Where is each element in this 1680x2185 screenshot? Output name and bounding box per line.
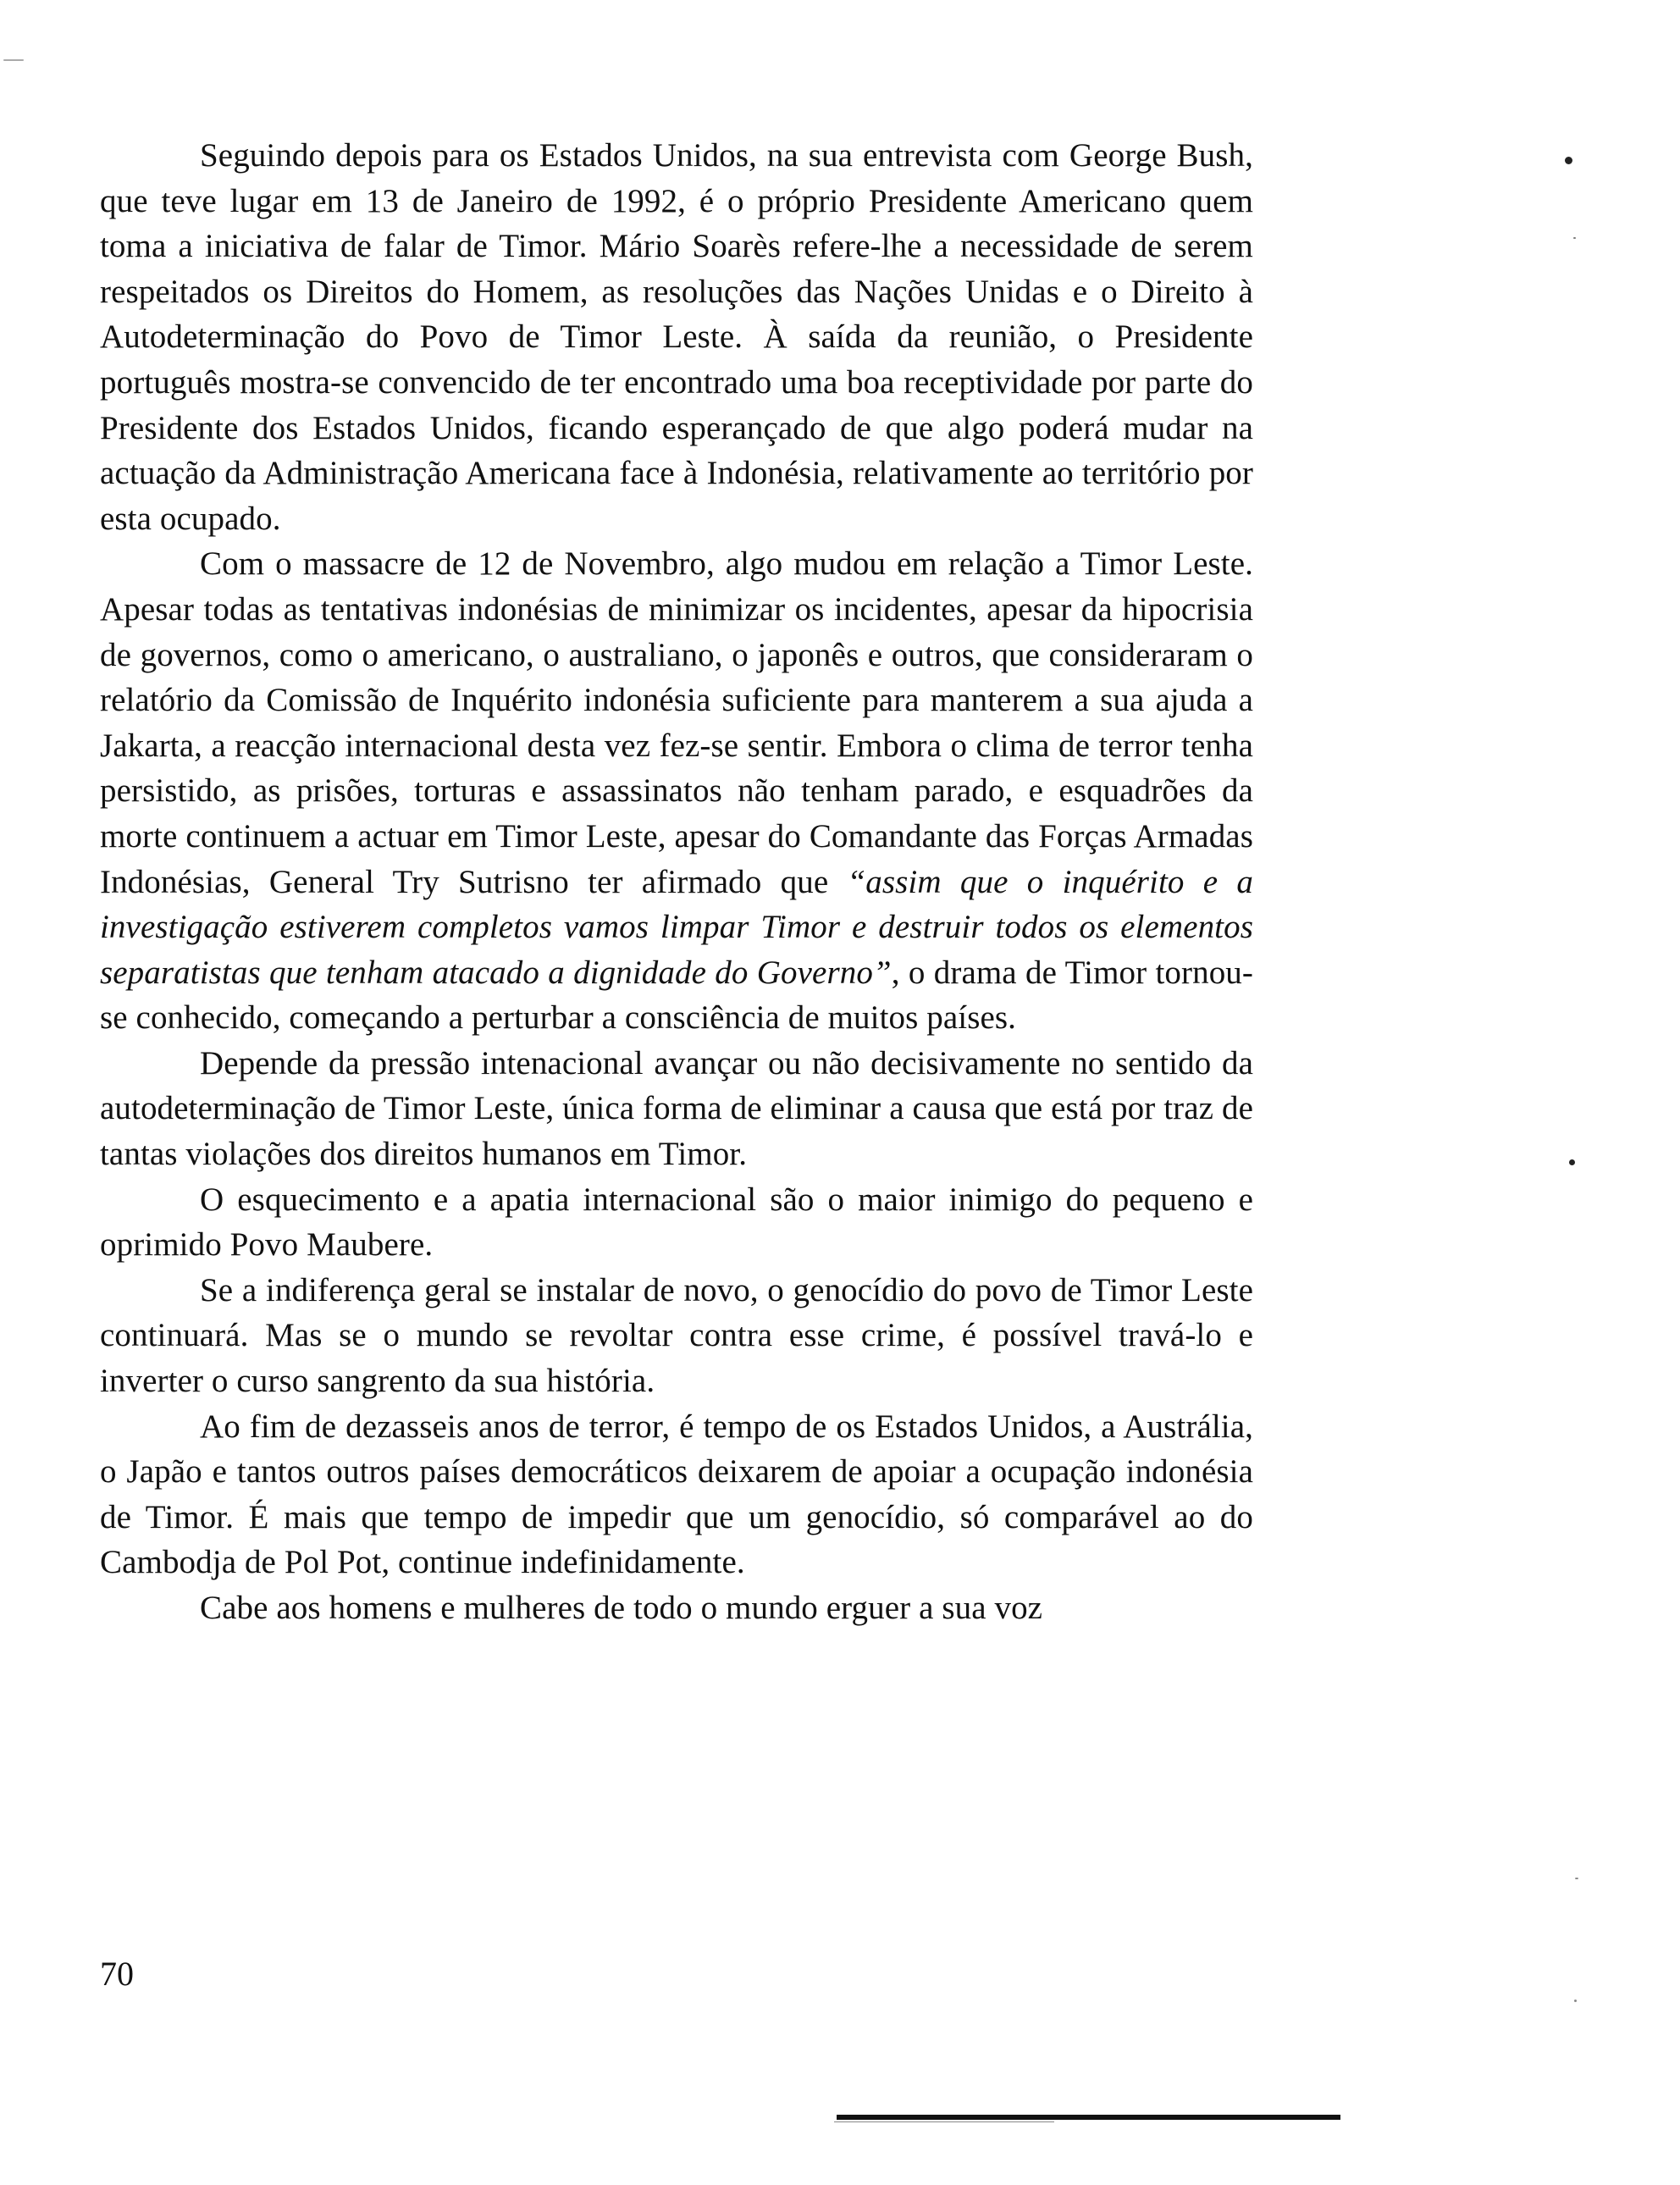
paragraph-7 bbox=[100, 1585, 1253, 1631]
paragraph-6 bbox=[100, 1404, 1253, 1585]
scan-speck-1 bbox=[1565, 157, 1572, 164]
scan-speck-4 bbox=[1575, 1878, 1578, 1879]
bottom-rule bbox=[837, 2115, 1340, 2120]
scan-speck-2 bbox=[1569, 1159, 1575, 1165]
paragraph-6-text: Ao fim de dezasseis anos de terror, é tempo de os Estados Unidos, a Austrália, o Japão e tantos outros países democráticos deixarem de apoiar a ocupação indonésia de Timor. É mais que tempo de impedir que um genocídio, só comparável ao do Cambodja de Pol Pot, continue indefinidamente. bbox=[100, 1408, 1253, 1581]
paragraph-2-text-end: , o drama de Timor tornou-se conhecido, começando a perturbar a consciência de muitos países. bbox=[100, 954, 1253, 1037]
paragraph-5 bbox=[100, 1268, 1253, 1404]
scan-speck-3 bbox=[1573, 237, 1576, 239]
scan-speck-6 bbox=[3, 59, 24, 61]
paragraph-1-text: Seguindo depois para os Estados Unidos, na sua entrevista com George Bush, que teve lugar em 13 de Janeiro de 1992, é o próprio Presidente Americano quem toma a iniciativa de falar de Timor. Mário Soarès refere-lhe a necessidade de serem respeitados os Direitos do Homem, as resoluções das Nações Unidas e o Direito à Autodeterminação do Povo de Timor Leste. À saída da reunião, o Presidente português mostra-se convencido de ter encontrado uma boa receptividade por parte do Presidente dos Estados Unidos, ficando esperançado de que algo poderá mudar na actuação da Administração Americana face à Indonésia, relativamente ao território por esta ocupado. bbox=[100, 137, 1253, 537]
paragraph-1 bbox=[100, 133, 1253, 541]
paragraph-3-text: Depende da pressão intenacional avançar ou não decisivamente no sentido da autodeterminação de Timor Leste, única forma de eliminar a causa que está por traz de tantas violações dos direitos humanos em Timor. bbox=[100, 1044, 1253, 1173]
paragraph-3 bbox=[100, 1041, 1253, 1177]
paragraph-5-text: Se a indiferença geral se instalar de novo, o genocídio do povo de Timor Leste continuará. Mas se o mundo se revoltar contra esse crime, é possível travá-lo e inverter o curso sangrento da sua história. bbox=[100, 1271, 1253, 1400]
page-number: 70 bbox=[100, 1955, 134, 1993]
scan-speck-5 bbox=[1574, 2000, 1577, 2002]
paragraph-2-quote: “assim que o inquérito e a investigação estiverem completos vamos limpar Timor e destruir todos os elementos separatistas que tenham atacado a dignidade do Governo” bbox=[100, 863, 1253, 991]
body-text bbox=[100, 133, 1253, 1631]
bottom-rule-shadow bbox=[834, 2121, 1054, 2122]
paragraph-4-text: O esquecimento e a apatia internacional são o maior inimigo do pequeno e oprimido Povo Maubere. bbox=[100, 1181, 1253, 1264]
paragraph-4 bbox=[100, 1177, 1253, 1268]
paragraph-2 bbox=[100, 541, 1253, 1041]
paragraph-2-text-start: Com o massacre de 12 de Novembro, algo mudou em relação a Timor Leste. Apesar todas as tentativas indonésias de minimizar os incidentes, apesar da hipocrisia de governos, como o americano, o australiano, o japonês e outros, que consideraram o relatório da Comissão de Inquérito indonésia suficiente para manterem a sua ajuda a Jakarta, a reacção internacional desta vez fez-se sentir. Embora o clima de terror tenha persistido, as prisões, torturas e assassinatos não tenham parado, e esquadrões da morte continuem a actuar em Timor Leste, apesar do Comandante das Forças Armadas Indonésias, General Try Sutrisno ter afirmado que bbox=[100, 545, 1253, 900]
paragraph-7-text: Cabe aos homens e mulheres de todo o mundo erguer a sua voz bbox=[200, 1590, 1043, 1626]
